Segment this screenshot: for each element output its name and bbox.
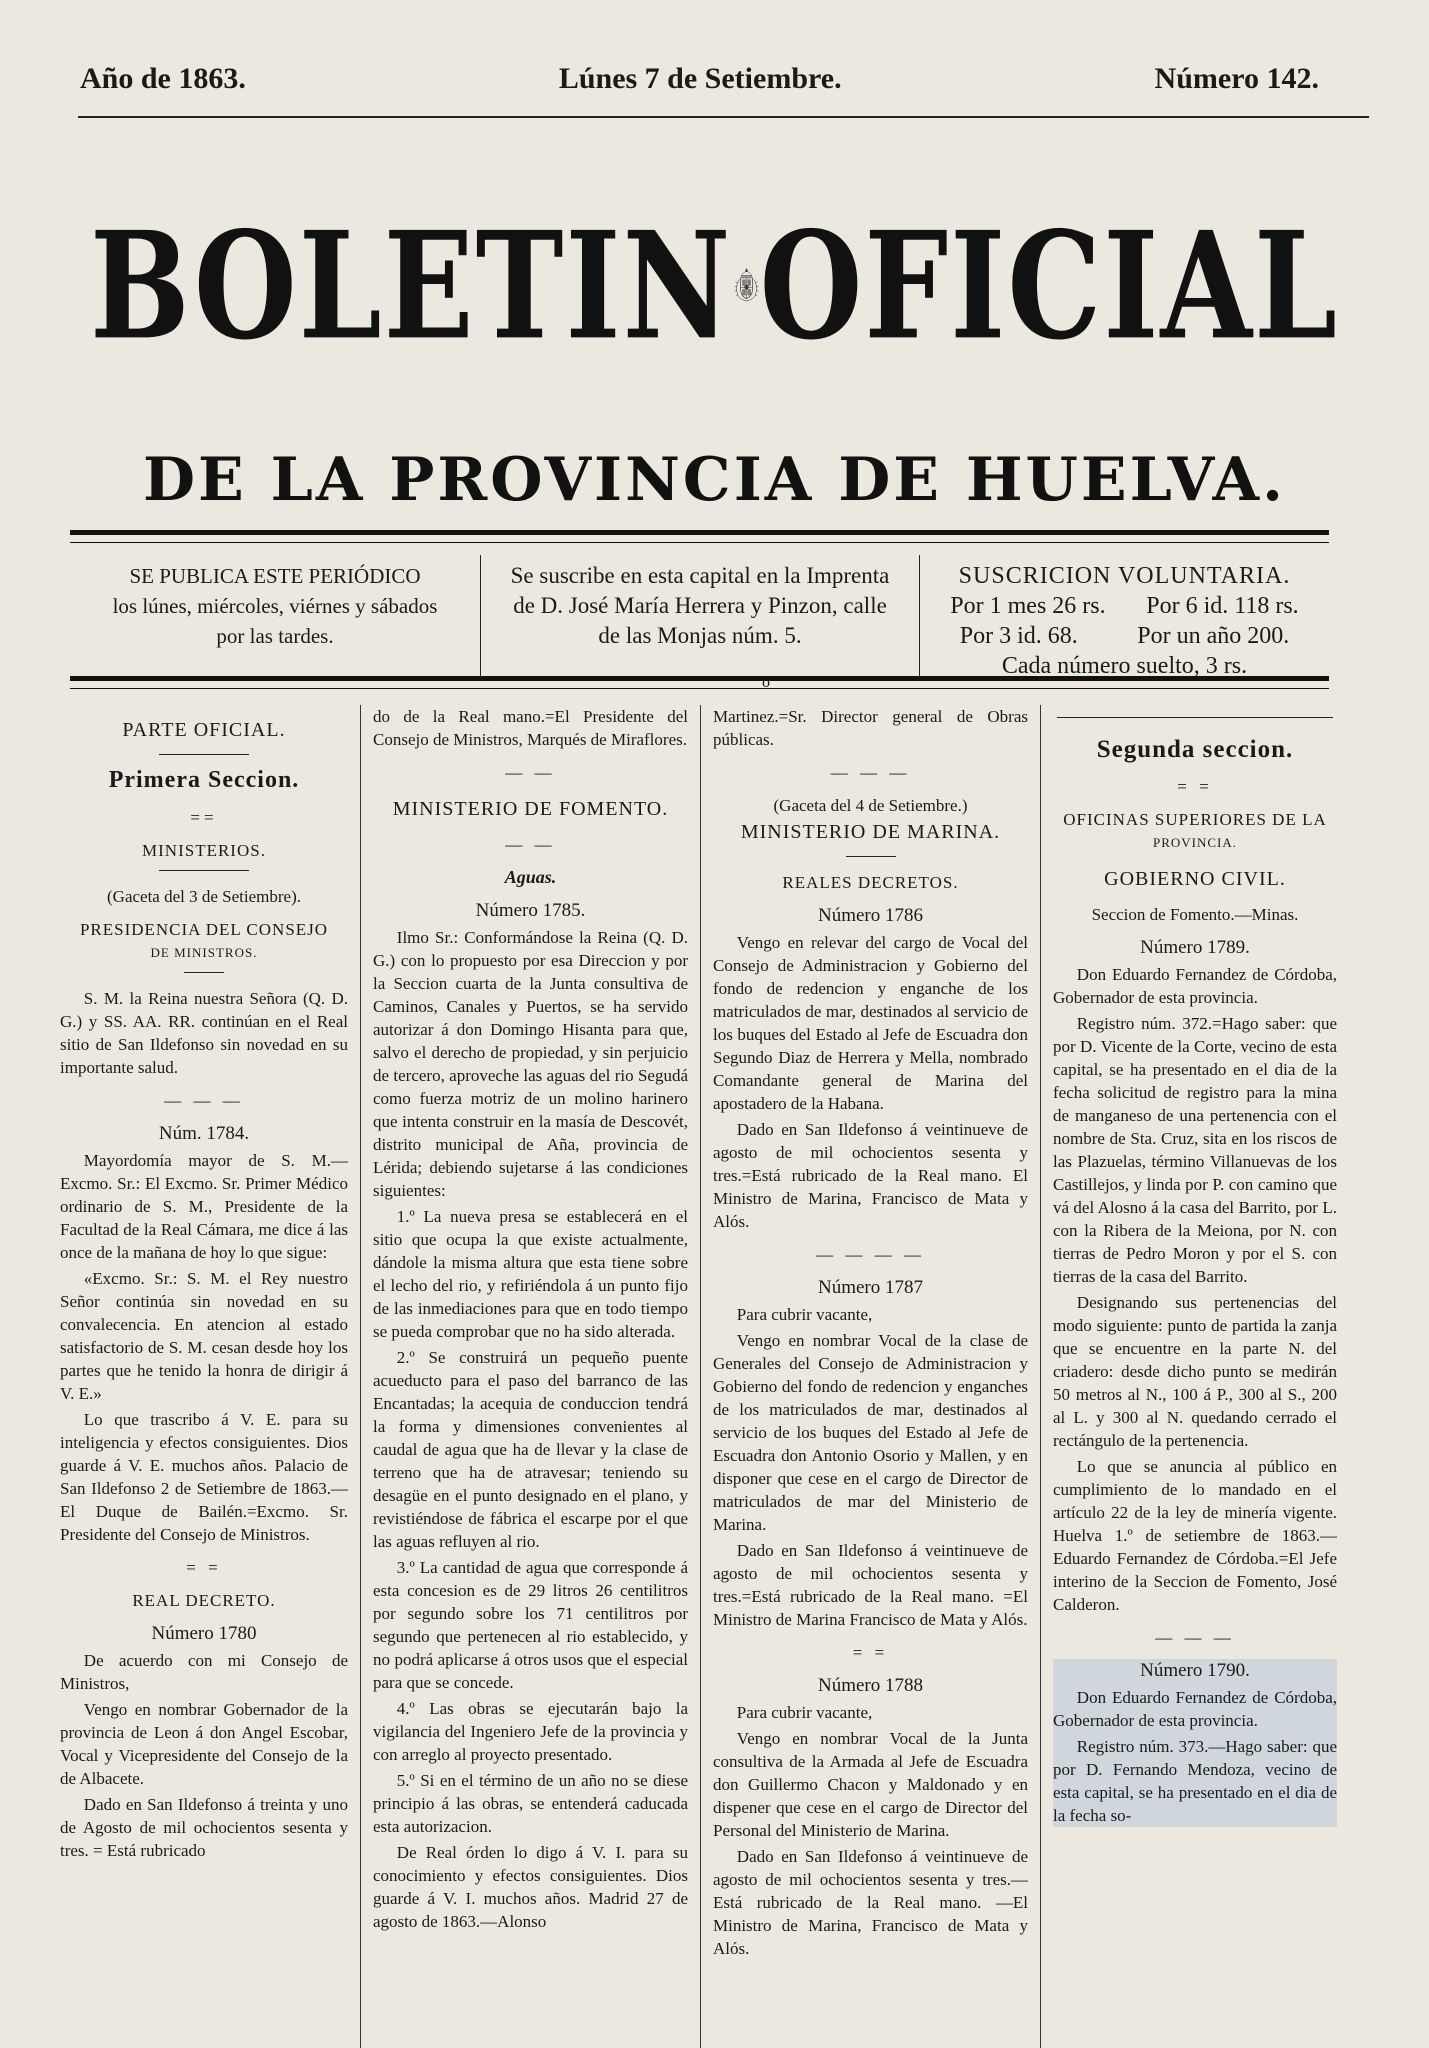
section-heading: MINISTERIO DE MARINA. — [740, 821, 1001, 843]
paragraph: S. M. la Reina nuestra Señora (Q. D. G.) y SS. AA. RR. continúan en el Real sitio de San Ildefonso sin novedad en su importante salud. — [60, 989, 348, 1077]
separator: — — — [505, 763, 556, 782]
publication-schedule: SE PUBLICA ESTE PERIÓDICO los lúnes, miércoles, viérnes y sábados por las tardes. — [112, 564, 438, 648]
gazette-note: (Gaceta del 3 de Setiembre). — [107, 887, 301, 906]
top-thin-rule — [70, 542, 1329, 543]
masthead-word-left: BOLETIN — [90, 198, 733, 372]
header-rule — [78, 116, 1369, 118]
paragraph: Don Eduardo Fernandez de Córdoba, Gobernador de esta provincia. — [1053, 965, 1337, 1007]
paragraph: Lo que se anuncia al público en cumplimiento de lo mandado en el artículo 22 de la ley de minería vigente. Huelva 1.º de setiembre de 1863.—Eduardo Fernandez de Córdoba.=El Jefe interino de la Seccion de Fomento, José Calderon. — [1053, 1457, 1337, 1614]
paragraph: Dado en San Ildefonso á veintinueve de agosto de mil ochocientos sesenta y tres.=Está rubricado de la Real mano. =El Ministro de Marina Francisco de Mata y Alós. — [713, 1541, 1028, 1629]
paragraph: Vengo en relevar del cargo de Vocal del Consejo de Administracion y Gobierno del fondo de redencion y enganche de los matriculados de mar, destinados al servicio de los buques del Estado al Jefe de Escuadra don Segundo Diaz de Herrera y Mella, nombrado Comandante general de Marina del apostadero de la Habana. — [713, 933, 1028, 1113]
separator: — — — [505, 835, 556, 854]
separator: — — — — — [816, 1245, 925, 1264]
article-number: Número 1788 — [817, 1675, 923, 1696]
single-copy-price: Cada número suelto, 3 rs. — [1001, 653, 1248, 679]
paragraph: Dado en San Ildefonso á veintinueve de agosto de mil ochocientos sesenta y tres.=Está rubricado de la Real mano. El Ministro de Marina, Francisco de Mata y Alós. — [713, 1120, 1028, 1231]
separator: = = — [852, 1643, 889, 1662]
paragraph: Martinez.=Sr. Director general de Obras públicas. — [713, 707, 1028, 749]
subscription-prices — [920, 555, 1329, 680]
column-1: PARTE OFICIAL. Primera Seccion. == MINISTERIOS. (Gaceta del 3 de Setiembre). PRESIDENCIA DEL CONSEJO DE MINISTROS. S. M. la Reina nuestra Señora (Q. D. G.) y SS. AA. RR. continúan en el Real sitio de San Ildefonso sin novedad en su importante salud. — — — Núm. 1784. Mayordomía mayor de S. M.— Excmo. Sr.: El Excmo. Sr. Primer Médico ordinario de S. M., Presidente de la Facultad de la Real Cámara, me dice á las once de la mañana de hoy lo que sigue: «Excmo. Sr.: S. M. el Rey nuestro Señor continúa sin novedad en su convalecencia. En atencion al estado satisfactorio de S. M. cesan desde hoy los partes que he tenido la honra de dirigir á V. E.» Lo que trascribo á V. E. para su inteligencia y efectos consiguientes. Dios guarde á V. E. muchos años. Palacio de San Ildefonso 2 de Setiembre de 1863.—El Duque de Bailén.=Excmo. Sr. Presidente del Consejo de Ministros. = = REAL DECRETO. Número 1780 De acuerdo con mi Consejo de Ministros, Vengo en nombrar Gobernador de la provincia de Leon á don Angel Escobar, Vocal y Vicepresidente del Consejo de la de Albacete. Dado en San Ildefonso á treinta y uno de Agosto de mil ochocientos sesenta y tres. = Está rubricado — [60, 719, 348, 1860]
separator: — — — — [164, 1091, 244, 1110]
section-heading: MINISTERIOS. — [142, 841, 266, 860]
condition-item: 1.º La nueva presa se establecerá en el sitio que ocupa la que existe actualmente, dándole la misma altura que esta tiene sobre el lecho del rio, y refiriéndola á un punto fijo de las inmediaciones para que en todo tiempo se pueda comprobar que no ha sido alterada. — [373, 1207, 688, 1341]
paragraph: Registro núm. 372.=Hago saber: que por D. Vicente de la Corte, vecino de esta capital, se ha presentado en el dia de la fecha solicitud de registro para la mina de manganeso de una pertenencia con el nombre de Sta. Cruz, sita en los riscos de las Plazuelas, término Villanuevas de los Castillejos, y linda por P. con camino que vá del Alosno á la casa del Barrito, por L. con la Ribera de la Meiona, por N. con tierras de Pedro Moron y por el S. con tierras de la casa del Barrito. — [1053, 1014, 1337, 1286]
section-heading: PROVINCIA. — [1152, 835, 1238, 850]
article-number: Número 1786 — [817, 905, 923, 926]
royal-coat-of-arms-icon — [733, 180, 760, 390]
section-heading: MINISTERIO DE FOMENTO. — [392, 798, 669, 820]
article-number: Número 1780 — [151, 1623, 257, 1644]
paragraph: De acuerdo con mi Consejo de Ministros, — [60, 1651, 348, 1693]
topic-heading: Aguas. — [504, 867, 557, 887]
prices-title: SUSCRICION VOLUNTARIA. — [958, 563, 1291, 589]
paragraph: Vengo en nombrar Vocal de la clase de Generales del Consejo de Administracion y Gobierno del fondo de redencion y enganches de los matriculados de mar, destinados al servicio de los buques del Estado al Jefe de Escuadra don Antonio Osorio y Mallen, y en disponer que cese en el cargo de Director de matriculados de mar del Ministerio de Marina. — [713, 1331, 1028, 1534]
column-2 — [360, 705, 700, 2048]
section-heading: DE MINISTROS. — [150, 945, 258, 960]
ornament: o — [762, 674, 770, 691]
paragraph: do de la Real mano.=El Presidente del Consejo de Ministros, Marqués de Miraflores. — [373, 707, 688, 749]
paragraph: Lo que trascribo á V. E. para su inteligencia y efectos consiguientes. Dios guarde á V. E. muchos años. Palacio de San Ildefonso 2 de Setiembre de 1863.—El Duque de Bailén.=Excmo. Sr. Presidente del Consejo de Ministros. — [60, 1410, 348, 1544]
paragraph: Dado en San Ildefonso á treinta y uno de Agosto de mil ochocientos sesenta y tres. = Está rubricado — [60, 1795, 348, 1860]
paragraph: Vengo en nombrar Gobernador de la provincia de Leon á don Angel Escobar, Vocal y Vicepresidente del Consejo de la de Albacete. — [60, 1700, 348, 1788]
masthead-subtitle: DE LA PROVINCIA DE HUELVA. — [143, 445, 1286, 515]
condition-item: 5.º Si en el término de un año no se diese principio á las obras, se entenderá caducada esta autorizacion. — [373, 1771, 688, 1836]
separator: — — — — [830, 763, 911, 782]
paragraph: Dado en San Ildefonso á veintinueve de agosto de mil ochocientos sesenta y tres.—Está rubricado de la Real mano. —El Ministro de Marina, Francisco de Mata y Alós. — [713, 1847, 1028, 1958]
section-heading: REAL DECRETO. — [132, 1591, 276, 1610]
bottom-thick-rule — [70, 676, 1329, 681]
article-columns — [48, 705, 1349, 2048]
paragraph: «Excmo. Sr.: S. M. el Rey nuestro Señor continúa sin novedad en su convalecencia. En atencion al estado satisfactorio de S. M. cesan desde hoy los partes que he tenido la honra de dirigir á V. E.» — [60, 1269, 348, 1403]
masthead — [90, 170, 1339, 400]
price-row: Por 1 mes 26 rs. Por 6 id. 118 rs. — [950, 593, 1299, 619]
section-heading: Segunda seccion. — [1096, 736, 1294, 763]
article-number: Número 1790. — [1140, 1660, 1250, 1681]
paragraph: Designando sus pertenencias del modo siguiente: punto de partida la zanja que se encuentre en la parte N. del criadero: desde dicho punto se medirán 50 metros al N., 100 á P., 300 al S., 200 al L. y 300 al N. quedando cerrado el rectángulo de la pertenencia. — [1053, 1293, 1337, 1450]
section-heading: PRESIDENCIA DEL CONSEJO — [79, 920, 329, 939]
column-4 — [1040, 705, 1349, 2048]
top-thick-rule — [70, 530, 1329, 535]
library-stamp-area — [1053, 1659, 1337, 1827]
subsection-heading: Seccion de Fomento.—Minas. — [1091, 905, 1299, 924]
separator: — — — — [1155, 1628, 1235, 1647]
issue-year: Año de 1863. — [80, 62, 246, 95]
paragraph: Para cubrir vacante, — [736, 1305, 873, 1324]
article-number: Número 1789. — [1140, 937, 1250, 958]
separator: = = — [1177, 777, 1213, 796]
section-heading: REALES DECRETOS. — [782, 873, 959, 892]
price-row: Por 3 id. 68. Por un año 200. — [959, 623, 1290, 649]
column-3 — [700, 705, 1040, 2048]
article-number: Número 1787 — [817, 1277, 923, 1298]
separator: = = — [186, 1558, 222, 1577]
section-heading: OFICINAS SUPERIORES DE LA — [1063, 810, 1327, 829]
section-heading: GOBIERNO CIVIL. — [1104, 868, 1286, 890]
condition-item: 2.º Se construirá un pequeño puente acueducto para el paso del barranco de las Encantadas; la acequia de conduccion tendrá la forma y dimensiones convenientes al caudal de agua que ha de llevar y la clase de terreno que ha de atravesar; teniendo su desagüe en el punto designado en el plano, y revistiéndose de fábrica el escarpe por el que las aguas refluyen al rio. — [373, 1348, 688, 1551]
article-number: Núm. 1784. — [158, 1123, 250, 1144]
section-heading: Primera Seccion. — [108, 767, 300, 793]
paragraph: Don Eduardo Fernandez de Córdoba, Gobernador de esta provincia. — [1053, 1688, 1337, 1730]
gazette-note: (Gaceta del 4 de Setiembre.) — [773, 796, 968, 815]
paragraph: Registro núm. 373.—Hago saber: que por D. Fernando Mendoza, vecino de esta capital, se ha presentado en el dia de la fecha so- — [1053, 1737, 1337, 1825]
paragraph: Ilmo Sr.: Conformándose la Reina (Q. D. G.) con lo propuesto por esa Direccion y por la Seccion cuarta de la Junta consultiva de Caminos, Canales y Puertos, se ha servido autorizar á don Domingo Hisanta para que, salvo el derecho de propiedad, y sin perjuicio de tercero, aproveche las aguas del rio Segudá como fuerza motriz de un molino harinero que intenta construir en la masía de Descovét, distrito municipal de Aña, provincia de Lérida; debiendo sujetarse á las condiciones siguientes: — [373, 928, 688, 1200]
bottom-thin-rule — [70, 688, 1329, 689]
dateline — [80, 62, 1319, 96]
paragraph: De Real órden lo digo á V. I. para su conocimiento y efectos consiguientes. Dios guarde á V. I. muchos años. Madrid 27 de agosto de 1863.—Alonso — [373, 1843, 688, 1931]
condition-item: 3.º La cantidad de agua que corresponde á esta concesion es de 29 litros 26 centilitros por segundo sobre los 71 centilitros por segundo que pertenecen al rio establecido, y no podrá aplicarse á otros usos que el especial para que se concede. — [373, 1558, 688, 1692]
subscription-location: Se suscribe en esta capital en la Imprenta de D. José María Herrera y Pinzon, calle de las Monjas núm. 5. — [480, 555, 920, 680]
issue-date: Lúnes 7 de Setiembre. — [558, 62, 842, 95]
paragraph: Mayordomía mayor de S. M.— Excmo. Sr.: El Excmo. Sr. Primer Médico ordinario de S. M., Presidente de la Facultad de la Real Cámara, me dice á las once de la mañana de hoy lo que sigue: — [60, 1151, 348, 1262]
article-number: Número 1785. — [475, 900, 586, 921]
condition-item: 4.º Las obras se ejecutarán bajo la vigilancia del Ingeniero Jefe de la provincia y con arreglo al proyecto presentado. — [373, 1699, 688, 1764]
paragraph: Para cubrir vacante, — [736, 1703, 873, 1722]
issue-number: Número 142. — [1154, 62, 1319, 95]
section-heading: PARTE OFICIAL. — [122, 719, 286, 741]
subscription-info — [70, 555, 1329, 680]
masthead-word-right: OFICIAL — [759, 198, 1339, 372]
paragraph: Vengo en nombrar Vocal de la Junta consultiva de la Armada al Jefe de Escuadra don Guillermo Chacon y Maldonado y en dispener que cese en el cargo de Director del Personal del Ministerio de Marina. — [713, 1729, 1028, 1840]
